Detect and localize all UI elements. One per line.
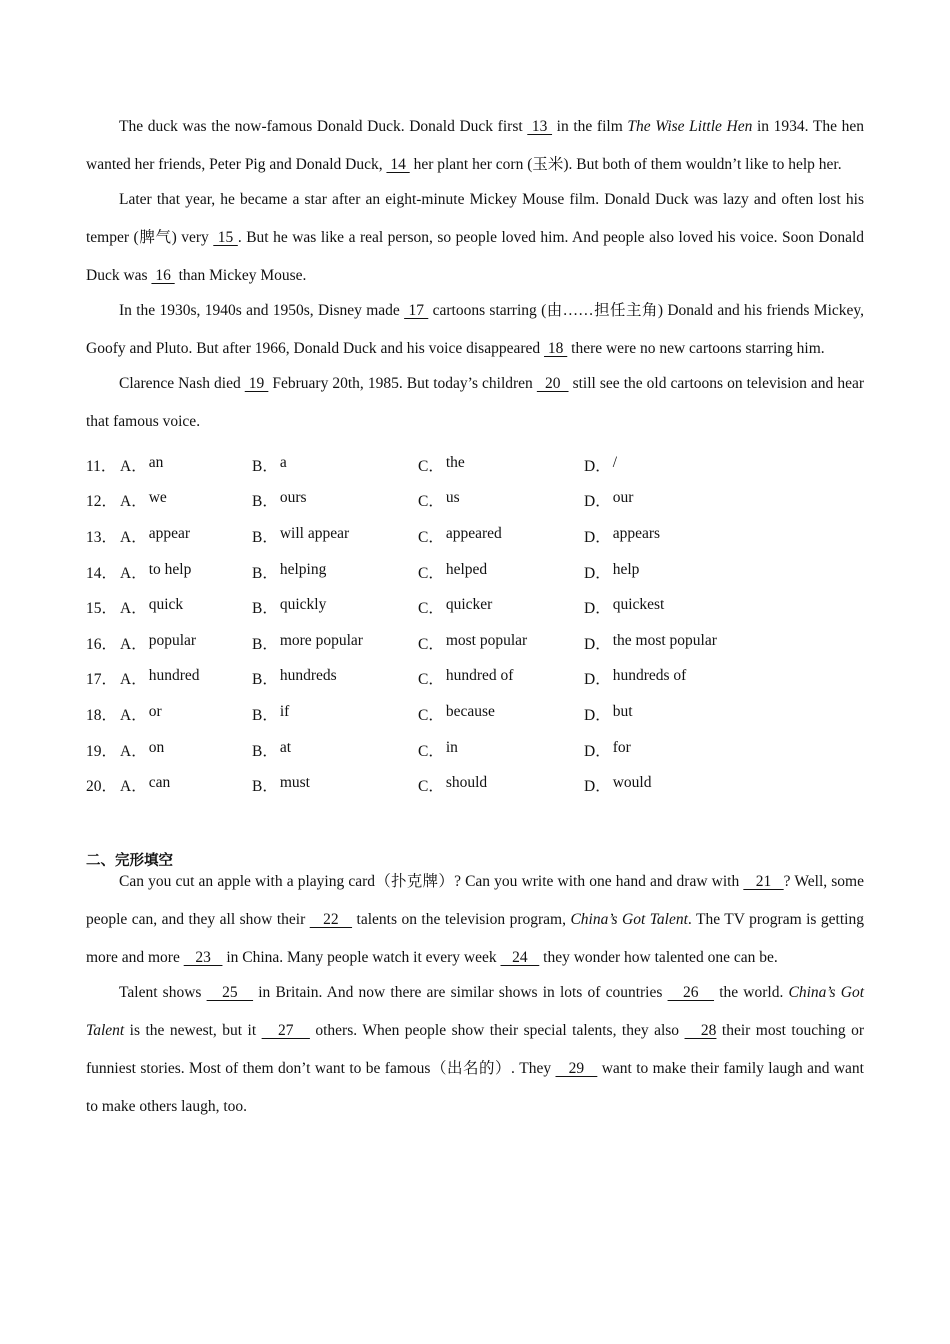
option-choice[interactable] — [584, 596, 784, 618]
option-text: at — [279, 738, 292, 756]
paragraph — [86, 863, 864, 977]
answer-blank: 22 — [309, 910, 353, 928]
text-run: ? Well, some people can, and they all show their — [86, 872, 864, 928]
option-text: in — [445, 738, 458, 756]
option-letter: D． — [584, 778, 611, 796]
option-choice[interactable] — [120, 703, 252, 725]
option-letter: D． — [584, 671, 611, 689]
option-choice[interactable] — [418, 489, 584, 511]
option-text: quickly — [279, 596, 327, 614]
option-choice[interactable] — [120, 774, 252, 796]
option-text: quicker — [445, 596, 493, 614]
option-text: help — [612, 560, 640, 578]
answer-blank: 29 — [555, 1059, 598, 1077]
option-text: must — [279, 774, 310, 792]
option-choice[interactable] — [252, 774, 418, 796]
option-text: helped — [445, 560, 488, 578]
option-choice[interactable] — [584, 774, 784, 796]
answer-blank: 27 — [261, 1021, 310, 1039]
option-choice[interactable] — [584, 561, 784, 583]
option-letter: A． — [120, 778, 147, 796]
answer-blank: 15 — [213, 229, 238, 246]
question-row — [86, 518, 864, 554]
option-choice[interactable] — [252, 561, 418, 583]
text-run: in the film — [552, 118, 628, 135]
option-letter: A． — [120, 528, 147, 546]
option-text: hundreds — [279, 667, 337, 685]
question-number: 19． — [86, 742, 118, 760]
answer-blank: 18 — [544, 340, 568, 357]
option-choice[interactable] — [584, 667, 784, 689]
text-run: February 20th, 1985. But today’s children — [268, 375, 537, 392]
answer-blank: 19 — [244, 375, 269, 392]
option-letter: A． — [120, 671, 147, 689]
option-letter: C． — [418, 493, 444, 511]
cloze-passage — [86, 863, 864, 1126]
option-letter: D． — [584, 600, 611, 618]
option-choice[interactable] — [418, 632, 584, 654]
text-run: they wonder how talented one can be. — [539, 948, 778, 966]
question-row — [86, 696, 864, 732]
answer-blank: 16 — [151, 267, 175, 284]
passage-1 — [86, 108, 864, 441]
option-text: hundreds of — [612, 667, 687, 685]
option-text: because — [445, 702, 495, 720]
option-text: hundred of — [445, 667, 514, 685]
option-text: most popular — [445, 631, 528, 649]
text-run: Clarence Nash died — [119, 375, 245, 392]
option-choice[interactable] — [252, 703, 418, 725]
option-letter: B． — [252, 671, 278, 689]
text-run: In the 1930s, 1940s and 1950s, Disney made — [119, 302, 405, 319]
option-letter: A． — [120, 457, 147, 475]
option-choice[interactable] — [418, 667, 584, 689]
text-run: cartoons starring (由……担任主角) Donald and his friends Mickey, Goofy and Pluto. But after 1966, Donald Duck and his voice disappeared — [86, 302, 865, 357]
section-title: 二、完形填空 — [86, 852, 173, 869]
question-row — [86, 732, 864, 768]
option-letter: D． — [584, 706, 611, 724]
option-letter: B． — [252, 457, 278, 475]
option-letter: C． — [418, 457, 444, 475]
option-letter: C． — [418, 635, 444, 653]
answer-blank: 17 — [404, 302, 429, 319]
text-run: in China. Many people watch it every week — [222, 948, 501, 966]
option-choice[interactable] — [418, 774, 584, 796]
option-letter: C． — [418, 778, 444, 796]
option-letter: B． — [252, 742, 278, 760]
text-run: than Mickey Mouse. — [174, 267, 307, 284]
option-text: appears — [612, 524, 661, 542]
question-row — [86, 625, 864, 661]
option-choice[interactable] — [584, 632, 784, 654]
text-run: want to make their family laugh and want to make others laugh, too. — [86, 1059, 864, 1115]
option-letter: B． — [252, 493, 278, 511]
italic-title: China’s Got Talent — [570, 910, 688, 928]
option-letter: D． — [584, 635, 611, 653]
text-run: Later that year, he became a star after an eight-minute Mickey Mouse film. Donald Duck was lazy and often lost his temper (脾气) very — [86, 191, 864, 246]
question-row — [86, 447, 864, 483]
text-run: in 1934. The hen wanted her friends, Peter Pig and Donald Duck, — [86, 118, 864, 173]
question-row — [86, 767, 864, 803]
option-letter: D． — [584, 742, 611, 760]
option-letter: D． — [584, 457, 611, 475]
question-number: 14． — [86, 564, 118, 582]
option-letter: C． — [418, 742, 444, 760]
question-number: 11． — [86, 457, 117, 475]
option-letter: A． — [120, 493, 147, 511]
option-choice[interactable] — [418, 525, 584, 547]
answer-blank: 14 — [386, 156, 410, 173]
option-choice[interactable] — [252, 739, 418, 761]
answer-blank: 20 — [536, 375, 569, 392]
answer-blank: 26 — [667, 983, 715, 1001]
option-choice[interactable] — [120, 561, 252, 583]
option-text: an — [148, 453, 164, 471]
option-text: the — [445, 453, 465, 471]
option-text: or — [148, 702, 162, 720]
option-choice[interactable] — [120, 596, 252, 618]
option-choice[interactable] — [252, 632, 418, 654]
option-text: will appear — [279, 524, 350, 542]
option-choice[interactable] — [120, 667, 252, 689]
option-text: ours — [279, 489, 307, 507]
option-choice[interactable] — [252, 489, 418, 511]
text-run: still see the old cartoons on television and hear that famous voice. — [86, 375, 865, 430]
text-run: their most touching or funniest stories. Most of them don’t want to be famous（出名的）. They — [86, 1021, 865, 1077]
option-letter: C． — [418, 671, 444, 689]
option-text: should — [445, 774, 488, 792]
text-run: her plant her corn (玉米). But both of them wouldn’t like to help her. — [409, 156, 842, 173]
option-text: if — [279, 702, 290, 720]
document-page — [86, 108, 864, 1126]
question-number: 12． — [86, 493, 118, 511]
text-run: The duck was the now-famous Donald Duck. Donald Duck first — [119, 118, 528, 135]
option-letter: D． — [584, 564, 611, 582]
question-number: 16． — [86, 635, 118, 653]
text-run: in Britain. And now there are similar shows in lots of countries — [253, 983, 668, 1001]
option-letter: C． — [418, 600, 444, 618]
option-text: but — [612, 702, 633, 720]
option-text: quickest — [612, 596, 665, 614]
option-letter: A． — [120, 742, 147, 760]
question-row — [86, 589, 864, 625]
italic-title: The Wise Little Hen — [627, 118, 753, 135]
option-choice[interactable] — [418, 703, 584, 725]
text-run: Talent shows — [119, 983, 207, 1001]
option-choice[interactable] — [418, 561, 584, 583]
text-run: there were no new cartoons starring him. — [567, 340, 825, 357]
option-text: appeared — [445, 524, 502, 542]
option-text: quick — [148, 596, 184, 614]
option-choice[interactable] — [120, 739, 252, 761]
text-run: others. When people show their special talents, they also — [309, 1021, 685, 1039]
question-number: 13． — [86, 528, 118, 546]
option-choice[interactable] — [584, 489, 784, 511]
option-choice[interactable] — [584, 703, 784, 725]
option-choice[interactable] — [120, 489, 252, 511]
answer-blank: 13 — [527, 118, 553, 135]
option-text: can — [148, 774, 171, 792]
option-letter: C． — [418, 528, 444, 546]
option-letter: B． — [252, 778, 278, 796]
option-choice[interactable] — [418, 596, 584, 618]
question-number: 15． — [86, 600, 118, 618]
option-letter: B． — [252, 635, 278, 653]
question-number: 18． — [86, 706, 118, 724]
option-text: more popular — [279, 631, 363, 649]
paragraph — [86, 181, 864, 295]
answer-options — [86, 447, 864, 803]
option-letter: B． — [252, 600, 278, 618]
option-text: we — [148, 489, 167, 507]
text-run: . The TV program is getting more and more — [86, 910, 864, 966]
option-text: on — [148, 738, 165, 756]
answer-blank: 21 — [743, 872, 784, 890]
text-run: . But he was like a real person, so people loved him. And people also loved his voice. Soon Donald Duck was — [86, 229, 865, 284]
option-text: our — [612, 489, 634, 507]
option-text: us — [445, 489, 460, 507]
option-letter: A． — [120, 564, 147, 582]
option-letter: C． — [418, 564, 444, 582]
option-text: to help — [148, 560, 192, 578]
question-row — [86, 661, 864, 697]
paragraph — [86, 974, 864, 1126]
option-letter: B． — [252, 706, 278, 724]
text-run: is the newest, but it — [124, 1021, 262, 1039]
option-text: / — [612, 453, 618, 471]
option-text: hundred — [148, 667, 200, 685]
option-letter: B． — [252, 528, 278, 546]
option-text: popular — [148, 631, 197, 649]
text-run: talents on the television program, — [352, 910, 571, 928]
italic-title: China’s Got Talent — [86, 983, 865, 1039]
question-row — [86, 554, 864, 590]
question-number: 17． — [86, 671, 118, 689]
option-letter: A． — [120, 600, 147, 618]
answer-blank: 23 — [183, 948, 223, 966]
option-choice[interactable] — [120, 632, 252, 654]
option-text: a — [279, 453, 287, 471]
option-text: the most popular — [612, 631, 717, 649]
paragraph — [86, 108, 864, 184]
option-letter: D． — [584, 493, 611, 511]
paragraph — [86, 365, 864, 441]
option-choice[interactable] — [252, 667, 418, 689]
option-choice[interactable] — [252, 525, 418, 547]
option-choice[interactable] — [584, 525, 784, 547]
text-run: the world. — [714, 983, 789, 1001]
option-choice[interactable] — [120, 454, 252, 476]
option-text: for — [612, 738, 631, 756]
answer-blank: 25 — [206, 983, 254, 1001]
option-text: helping — [279, 560, 327, 578]
option-text: appear — [148, 524, 191, 542]
option-choice[interactable] — [584, 454, 784, 476]
option-text: would — [612, 774, 652, 792]
text-run: Can you cut an apple with a playing card（扑克牌）? Can you write with one hand and draw with — [119, 872, 744, 890]
option-letter: D． — [584, 528, 611, 546]
option-choice[interactable] — [584, 739, 784, 761]
option-letter: C． — [418, 706, 444, 724]
option-choice[interactable] — [418, 739, 584, 761]
option-letter: A． — [120, 635, 147, 653]
option-choice[interactable] — [252, 454, 418, 476]
option-choice[interactable] — [418, 454, 584, 476]
answer-blank: 24 — [500, 948, 540, 966]
answer-blank: 28 — [684, 1021, 717, 1039]
option-letter: B． — [252, 564, 278, 582]
paragraph — [86, 292, 864, 368]
option-choice[interactable] — [120, 525, 252, 547]
option-choice[interactable] — [252, 596, 418, 618]
option-letter: A． — [120, 706, 147, 724]
question-number: 20． — [86, 778, 118, 796]
question-row — [86, 483, 864, 519]
